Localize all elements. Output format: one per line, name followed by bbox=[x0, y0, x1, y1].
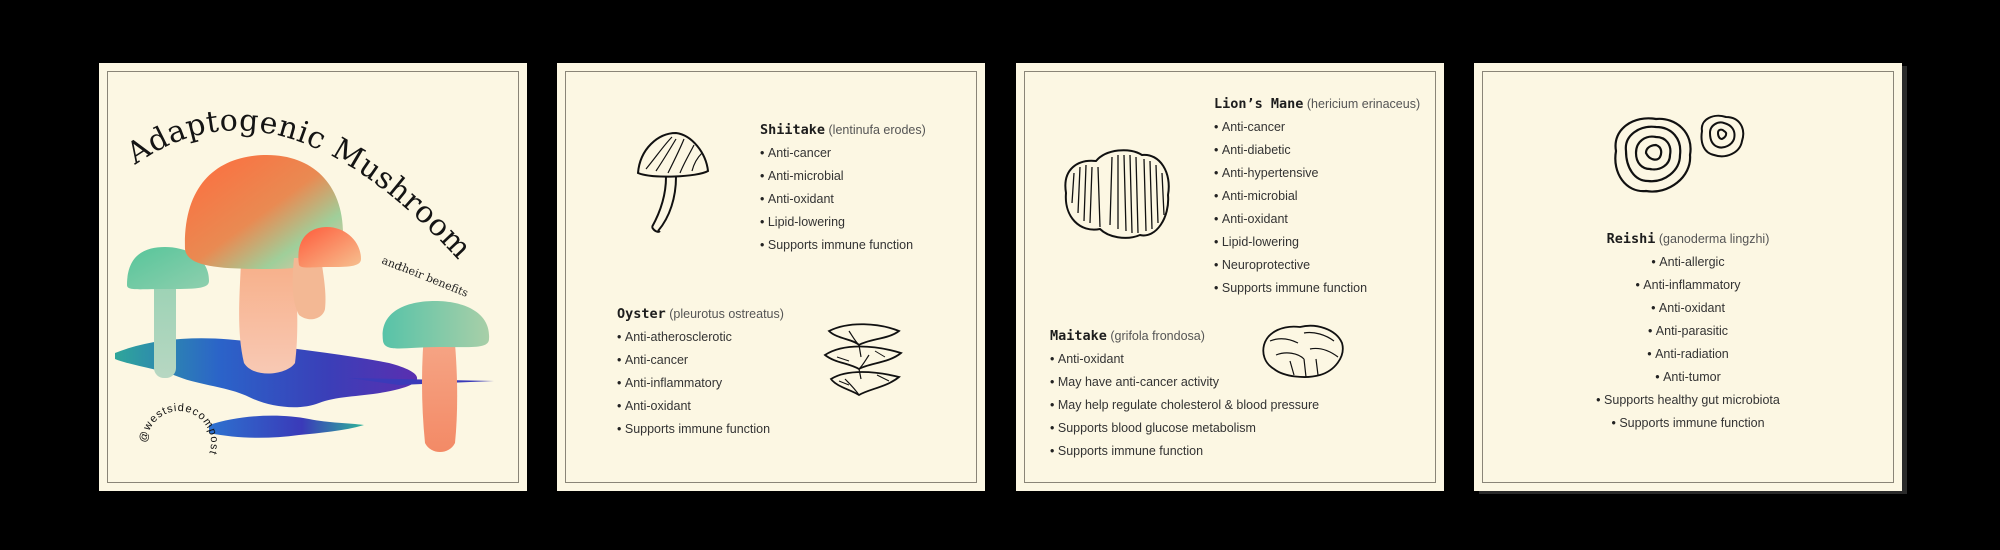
maitake-latin: (grifola frondosa) bbox=[1110, 329, 1205, 343]
lions-mane-name: Lion’s Mane bbox=[1214, 96, 1304, 112]
lions-mane-maitake-card bbox=[1016, 63, 1444, 491]
maitake-name: Maitake bbox=[1050, 328, 1107, 344]
benefit-item: • Anti-parasitic bbox=[1474, 320, 1902, 343]
shiitake-heading bbox=[760, 119, 926, 142]
reishi-latin: (ganoderma lingzhi) bbox=[1658, 232, 1770, 246]
shiitake-sketch-icon bbox=[632, 127, 712, 237]
shiitake-latin: (lentinufa erodes) bbox=[828, 123, 926, 137]
benefit-item: • Anti-diabetic bbox=[1214, 139, 1420, 162]
oyster-heading bbox=[617, 303, 784, 326]
reishi-card bbox=[1474, 63, 1902, 491]
benefit-item: • Anti-microbial bbox=[760, 165, 926, 188]
shiitake-section bbox=[760, 119, 926, 257]
benefit-item: • Anti-allergic bbox=[1474, 251, 1902, 274]
benefit-item: • Supports immune function bbox=[1214, 277, 1420, 300]
benefit-item: • Lipid-lowering bbox=[760, 211, 926, 234]
oyster-name: Oyster bbox=[617, 306, 666, 322]
reishi-name: Reishi bbox=[1606, 231, 1656, 247]
shiitake-oyster-card bbox=[557, 63, 985, 491]
lions-mane-latin: (hericium erinaceus) bbox=[1306, 97, 1421, 111]
benefit-item: • Anti-oxidant bbox=[1474, 297, 1902, 320]
benefit-item: • Anti-inflammatory bbox=[1474, 274, 1902, 297]
cover-and: and bbox=[379, 253, 404, 274]
benefit-item: • Anti-tumor bbox=[1474, 366, 1902, 389]
maitake-sketch-icon bbox=[1260, 321, 1346, 381]
benefit-item: • Anti-oxidant bbox=[1050, 348, 1319, 371]
lions-mane-sketch-icon bbox=[1056, 143, 1176, 243]
benefit-item: • Anti-oxidant bbox=[760, 188, 926, 211]
reishi-benefits bbox=[1474, 251, 1902, 435]
lions-mane-section bbox=[1214, 93, 1420, 300]
reishi-sketch-icon bbox=[1604, 111, 1754, 201]
benefit-item: • Supports immune function bbox=[760, 234, 926, 257]
benefit-item: • Anti-radiation bbox=[1474, 343, 1902, 366]
benefit-item: • Anti-oxidant bbox=[1214, 208, 1420, 231]
benefit-item: • Anti-microbial bbox=[1214, 185, 1420, 208]
benefit-item: • Anti-cancer bbox=[617, 349, 784, 372]
benefit-item: • May help regulate cholesterol & blood pressure bbox=[1050, 394, 1319, 417]
oyster-section bbox=[617, 303, 784, 441]
benefit-item: • Supports blood glucose metabolism bbox=[1050, 417, 1319, 440]
cover-subtitle: their benefits bbox=[395, 259, 471, 300]
cover-illustration bbox=[91, 36, 527, 491]
lions-mane-heading bbox=[1214, 93, 1420, 116]
shiitake-name: Shiitake bbox=[760, 122, 826, 138]
benefit-item: • Anti-cancer bbox=[760, 142, 926, 165]
reishi-section bbox=[1474, 228, 1902, 435]
oyster-benefits bbox=[617, 326, 784, 441]
cover-handle: @westsidecompost bbox=[137, 401, 221, 457]
benefit-item: • Neuroprotective bbox=[1214, 254, 1420, 277]
benefit-item: • Supports immune function bbox=[617, 418, 784, 441]
cover-card bbox=[91, 36, 527, 491]
benefit-item: • Supports immune function bbox=[1050, 440, 1319, 463]
benefit-item: • Anti-oxidant bbox=[617, 395, 784, 418]
benefit-item: • Supports immune function bbox=[1474, 412, 1902, 435]
oyster-sketch-icon bbox=[819, 317, 909, 407]
benefit-item: • Anti-cancer bbox=[1214, 116, 1420, 139]
benefit-item: • Anti-atherosclerotic bbox=[617, 326, 784, 349]
benefit-item: • Anti-hypertensive bbox=[1214, 162, 1420, 185]
shiitake-benefits bbox=[760, 142, 926, 257]
benefit-item: • Anti-inflammatory bbox=[617, 372, 784, 395]
reishi-heading bbox=[1474, 228, 1902, 251]
oyster-latin: (pleurotus ostreatus) bbox=[669, 307, 784, 321]
benefit-item: • Supports healthy gut microbiota bbox=[1474, 389, 1902, 412]
cover-title: Adaptogenic Mushrooms bbox=[91, 36, 479, 267]
benefit-item: • May have anti-cancer activity bbox=[1050, 371, 1319, 394]
lions-mane-benefits bbox=[1214, 116, 1420, 300]
benefit-item: • Lipid-lowering bbox=[1214, 231, 1420, 254]
